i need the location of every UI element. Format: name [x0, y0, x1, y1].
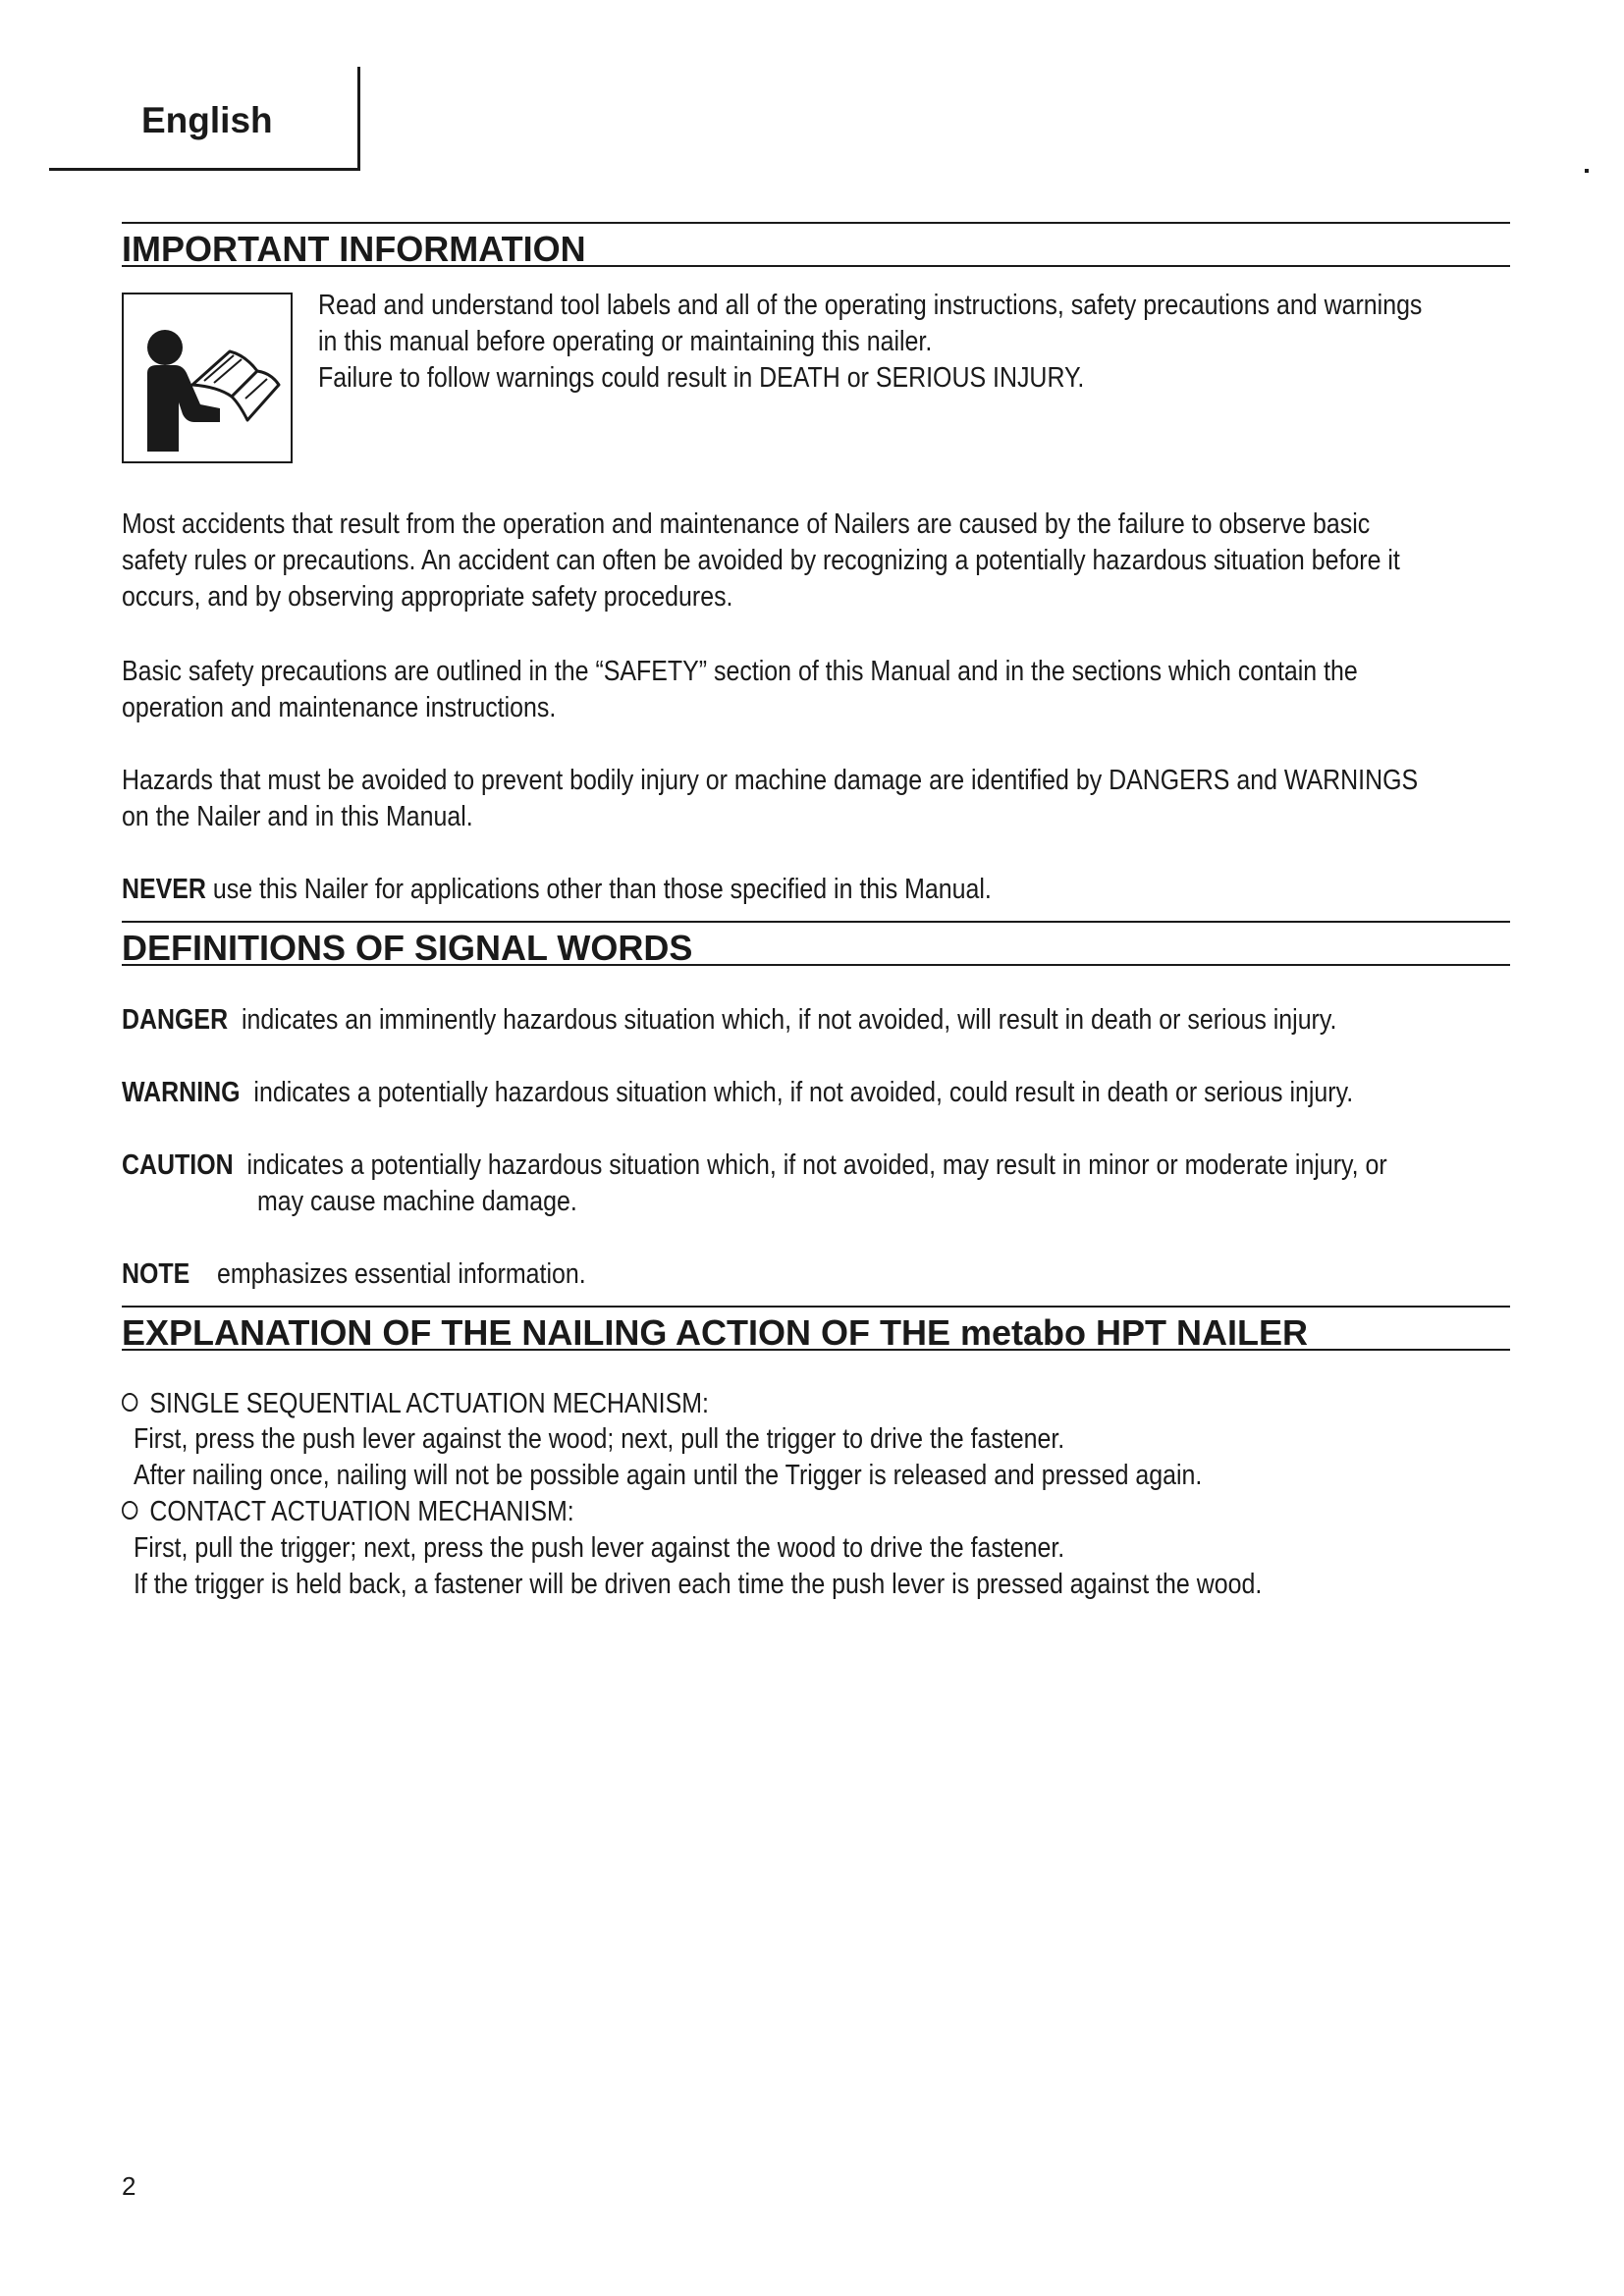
never-term: NEVER	[122, 874, 206, 905]
paragraph-line: Basic safety precautions are outlined in the “SAFETY” section of this Manual and in the sections which contain the	[122, 656, 1358, 687]
corner-dot	[1585, 169, 1589, 173]
mechanism-line: First, press the push lever against the wood; next, pull the trigger to drive the fastener.	[134, 1423, 1065, 1455]
definition-term: NOTE	[122, 1258, 190, 1290]
explanation-section	[122, 1306, 1510, 1351]
mechanism-line: First, pull the trigger; next, press the push lever against the wood to drive the fastener.	[134, 1532, 1065, 1564]
read-manual-block	[122, 267, 1510, 498]
tab-divider-horizontal	[49, 168, 360, 171]
page-content	[122, 222, 1510, 1600]
mechanism-line: After nailing once, nailing will not be possible again until the Trigger is released and pressed again.	[134, 1460, 1203, 1491]
definition-term: CAUTION	[122, 1149, 234, 1181]
paragraph-accidents	[122, 507, 1510, 615]
paragraph-line: occurs, and by observing appropriate safety procedures.	[122, 581, 733, 613]
definition-caution-continued	[257, 1184, 1510, 1220]
definition-text: indicates an imminently hazardous situation which, if not avoided, will result in death or serious injury.	[241, 1004, 1337, 1036]
definition-text: indicates a potentially hazardous situation which, if not avoided, could result in death or serious injury.	[253, 1077, 1354, 1108]
definition-danger	[122, 1002, 1510, 1039]
definition-text: may cause machine damage.	[257, 1186, 577, 1217]
paragraph-line: safety rules or precautions. An accident can often be avoided by recognizing a potentially hazardous situation before it	[122, 545, 1400, 576]
tab-divider-vertical	[357, 67, 360, 171]
page-number: 2	[122, 2171, 136, 2201]
language-label: English	[141, 100, 273, 140]
definition-term: WARNING	[122, 1077, 241, 1108]
important-information-heading: IMPORTANT INFORMATION	[122, 222, 1510, 267]
circle-bullet-icon	[122, 1501, 137, 1520]
paragraph-line: Hazards that must be avoided to prevent bodily injury or machine damage are identified by DANGERS and WARNINGS	[122, 765, 1419, 796]
paragraph-precautions	[122, 654, 1510, 726]
info-line: Read and understand tool labels and all of the operating instructions, safety precautions and warnings	[318, 290, 1423, 321]
paragraph-hazards	[122, 763, 1510, 835]
language-tab	[49, 67, 359, 171]
paragraph-never	[122, 872, 1510, 908]
mechanism-title: SINGLE SEQUENTIAL ACTUATION MECHANISM:	[122, 1386, 1510, 1422]
circle-bullet-icon	[122, 1393, 137, 1412]
info-line: in this manual before operating or maintaining this nailer.	[318, 326, 933, 357]
info-line: Failure to follow warnings could result in DEATH or SERIOUS INJURY.	[318, 362, 1085, 394]
definitions-heading: DEFINITIONS OF SIGNAL WORDS	[122, 921, 1510, 966]
read-manual-text	[318, 288, 1516, 397]
definitions-section	[122, 921, 1510, 966]
definition-caution	[122, 1148, 1510, 1184]
definition-warning	[122, 1075, 1510, 1111]
definition-note	[122, 1256, 1510, 1293]
explanation-heading: EXPLANATION OF THE NAILING ACTION OF THE metabo HPT NAILER	[122, 1306, 1510, 1351]
read-manual-icon	[122, 293, 293, 463]
definition-text: indicates a potentially hazardous situation which, if not avoided, may result in minor or moderate injury, or	[246, 1149, 1387, 1181]
paragraph-line: operation and maintenance instructions.	[122, 692, 557, 723]
mechanism-line: If the trigger is held back, a fastener will be driven each time the push lever is pressed against the wood.	[134, 1569, 1263, 1600]
paragraph-line: on the Nailer and in this Manual.	[122, 801, 473, 832]
mechanism-title: CONTACT ACTUATION MECHANISM:	[122, 1494, 1510, 1530]
never-text: use this Nailer for applications other than those specified in this Manual.	[212, 874, 992, 905]
definition-term: DANGER	[122, 1004, 229, 1036]
definition-text: emphasizes essential information.	[217, 1258, 586, 1290]
paragraph-line: Most accidents that result from the operation and maintenance of Nailers are caused by the failure to observe basic	[122, 508, 1371, 540]
